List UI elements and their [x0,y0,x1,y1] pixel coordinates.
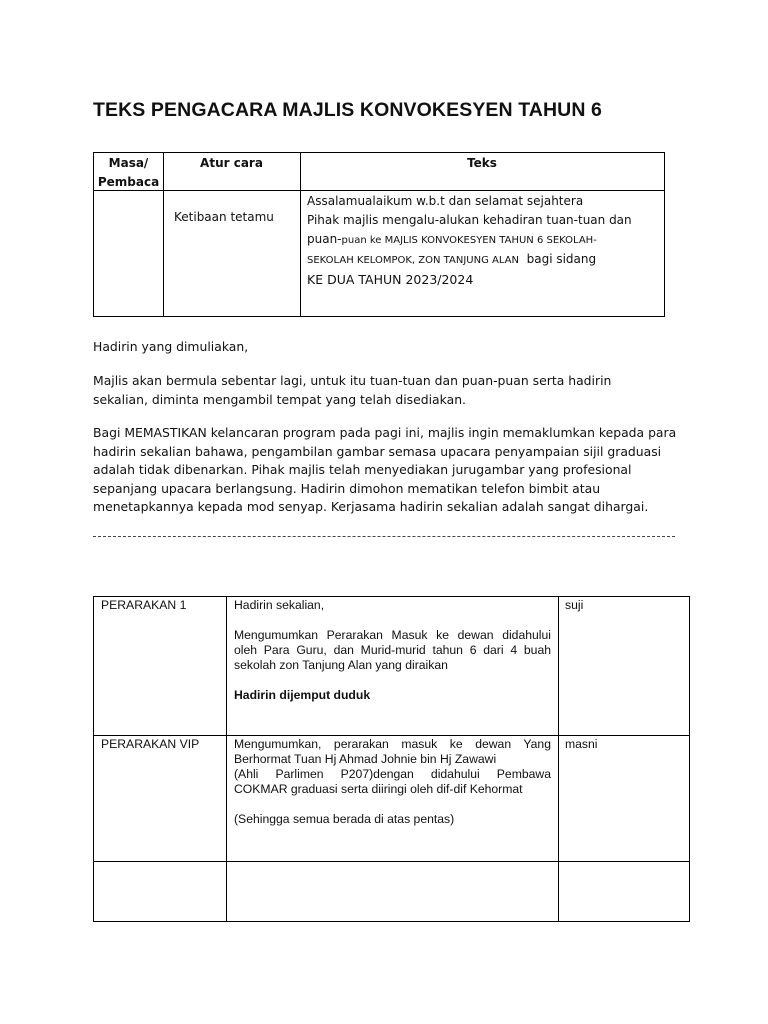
row-reader: masni [565,737,598,751]
table-divider [94,735,689,736]
row-item-label: PERARAKAN 1 [101,598,187,612]
intro-paragraph: Majlis akan bermula sebentar lagi, untuk itu tuan-tuan dan puan-puan serta hadirin sekalian, diminta mengambil tempat yang telah disediakan. [93,373,612,407]
table-divider [300,153,301,316]
header-teks: Teks [467,156,497,170]
greeting-paragraph: Hadirin yang dimuliakan, [93,339,249,354]
dashed-separator [93,536,675,537]
header-masa-pembaca: Masa/ Pembaca [97,156,160,189]
row-text: Hadirin sekalian, Mengumumkan Perarakan Masuk ke dewan didahului oleh Para Guru, dan Murid-murid tahun 6 dari 4 buah sekolah zon Tanjung Alan yang diraikan Hadirin dijemput duduk [234,598,551,702]
schedule-table [93,152,665,317]
table-divider [94,190,664,191]
table-divider [94,861,689,862]
table-divider [226,597,227,921]
table-divider [558,597,559,921]
atur-cara-cell: Ketibaan tetamu [174,210,274,224]
row-reader: suji [565,598,584,612]
row-text: Mengumumkan, perarakan masuk ke dewan Yang Berhormat Tuan Hj Ahmad Johnie bin Hj Zawawi (Ahli Parlimen P207)dengan didahului Pembawa COKMAR graduasi serta diiringi oleh dif-dif Kehormat (Sehingga semua berada di atas pentas) [234,737,551,826]
row-item-label: PERARAKAN VIP [101,737,200,751]
document-title: TEKS PENGACARA MAJLIS KONVOKESYEN TAHUN 6 [93,99,602,121]
header-atur-cara: Atur cara [200,156,263,170]
procession-table [93,596,690,922]
teks-cell: Assalamualaikum w.b.t dan selamat sejahtera Pihak majlis mengalu-alukan kehadiran tuan-tuan dan puan-puan ke MAJLIS KONVOKESYEN TAHUN 6 SEKOLAH- SEKOLAH KELOMPOK, ZON TANJUNG ALAN bagi sidang KE DUA TAHUN 2023/2024 [307,194,632,287]
notice-paragraph: Bagi MEMASTIKAN kelancaran program pada pagi ini, majlis ingin memaklumkan kepada para hadirin sekalian bahawa, pengambilan gambar semasa upacara penyampaian sijil graduasi adalah tidak dibenarkan. Pihak majlis telah menyediakan jurugambar yang profesional sepanjang upacara berlangsung. Hadirin dimohon mematikan telefon bimbit atau menetapkannya kepada mod senyap. Kerjasama hadirin sekalian adalah sangat dihargai. [93,425,677,514]
table-divider [163,153,164,316]
